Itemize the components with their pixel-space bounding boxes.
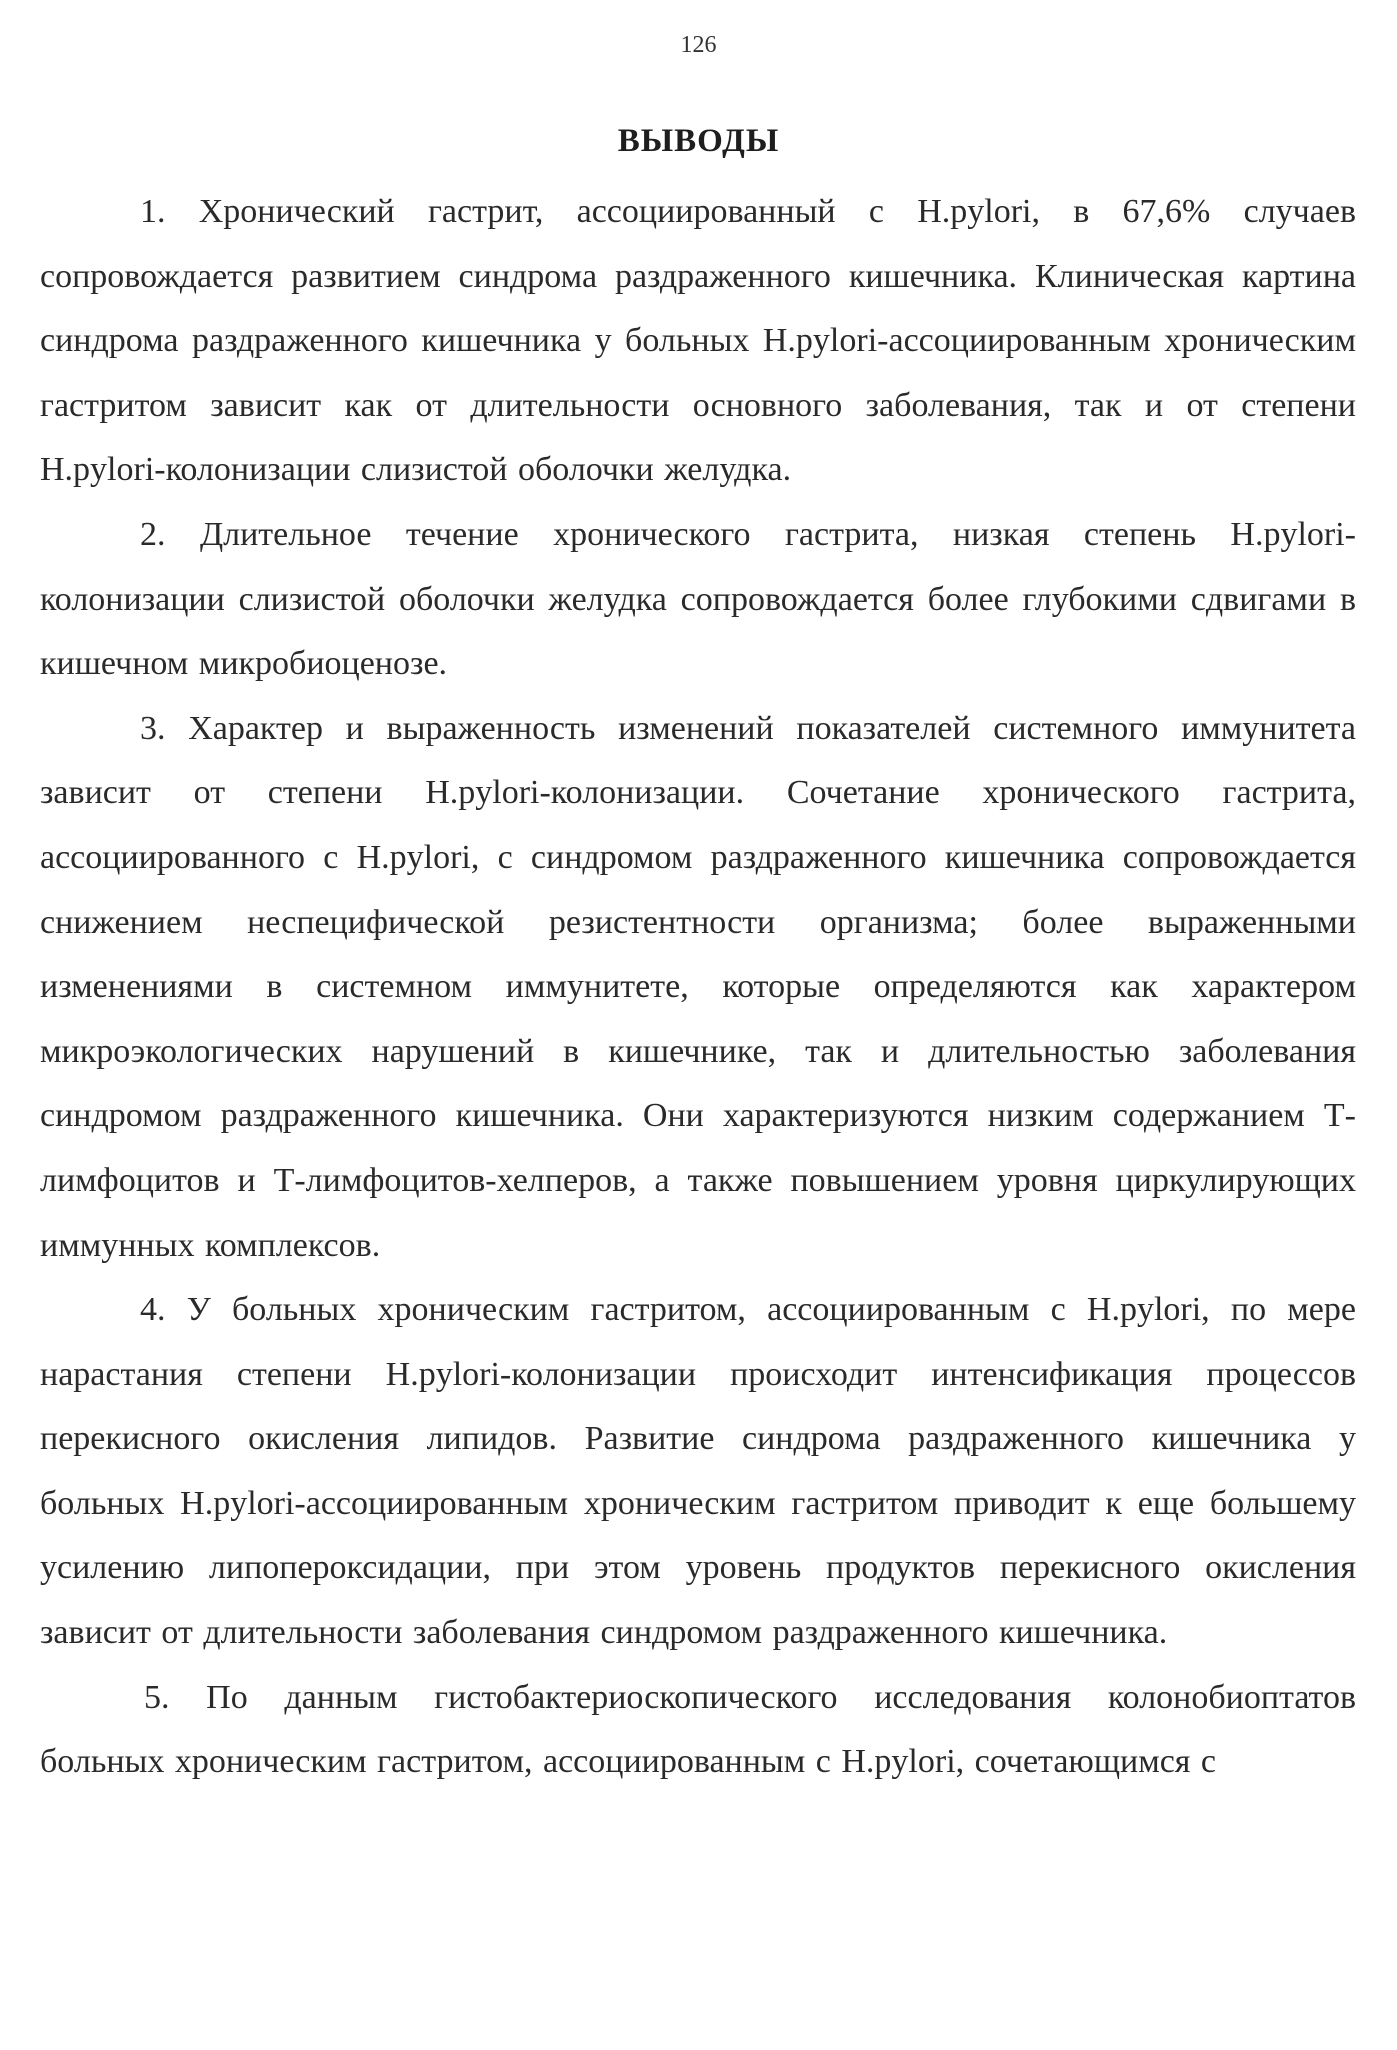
section-heading: ВЫВОДЫ [617, 123, 780, 159]
conclusion-paragraph-3: 3. Характер и выраженность изменений показателей системного иммунитета зависит от степени H.pylori-колонизации. Сочетание хронического гастрита, ассоциированного с H.pylori, с синдромом раздраженного кишечника сопровождается снижением неспецифической резистентности организма; более выраженными изменениями в системном иммунитете, которые определяются как характером микроэкологических нарушений в кишечнике, так и длительностью заболевания синдромом раздраженного кишечника. Они характеризуются низким содержанием Т-лимфоцитов и Т-лимфоцитов-хелперов, а также повышением уровня циркулирующих иммунных комплексов. [40, 709, 1356, 1264]
conclusion-paragraph-2: 2. Длительное течение хронического гастрита, низкая степень H.pylori-колонизации слизистой оболочки желудка сопровождается более глубокими сдвигами в кишечном микробиоценозе. [40, 515, 1356, 683]
conclusions-body [40, 180, 1356, 1795]
page-number: 126 [680, 32, 717, 58]
conclusion-paragraph-4: 4. У больных хроническим гастритом, ассоциированным с H.pylori, по мере нарастания степени H.pylori-колонизации происходит интенсификация процессов перекисного окисления липидов. Развитие синдрома раздраженного кишечника у больных H.pylori-ассоциированным хроническим гастритом приводит к еще большему усилению липопероксидации, при этом уровень продуктов перекисного окисления зависит от длительности заболевания синдромом раздраженного кишечника. [40, 1291, 1356, 1652]
conclusion-paragraph-1: 1. Хронический гастрит, ассоциированный с H.pylori, в 67,6% случаев сопровождается развитием синдрома раздраженного кишечника. Клиническая картина синдрома раздраженного кишечника у больных H.pylori-ассоциированным хроническим гастритом зависит как от длительности основного заболевания, так и от степени H.pylori-колонизации слизистой оболочки желудка. [40, 193, 1356, 489]
conclusion-paragraph-5: 5. По данным гистобактериоскопического исследования колонобиоптатов больных хроническим гастритом, ассоциированным с H.pylori, сочетающимся с [40, 1678, 1356, 1781]
